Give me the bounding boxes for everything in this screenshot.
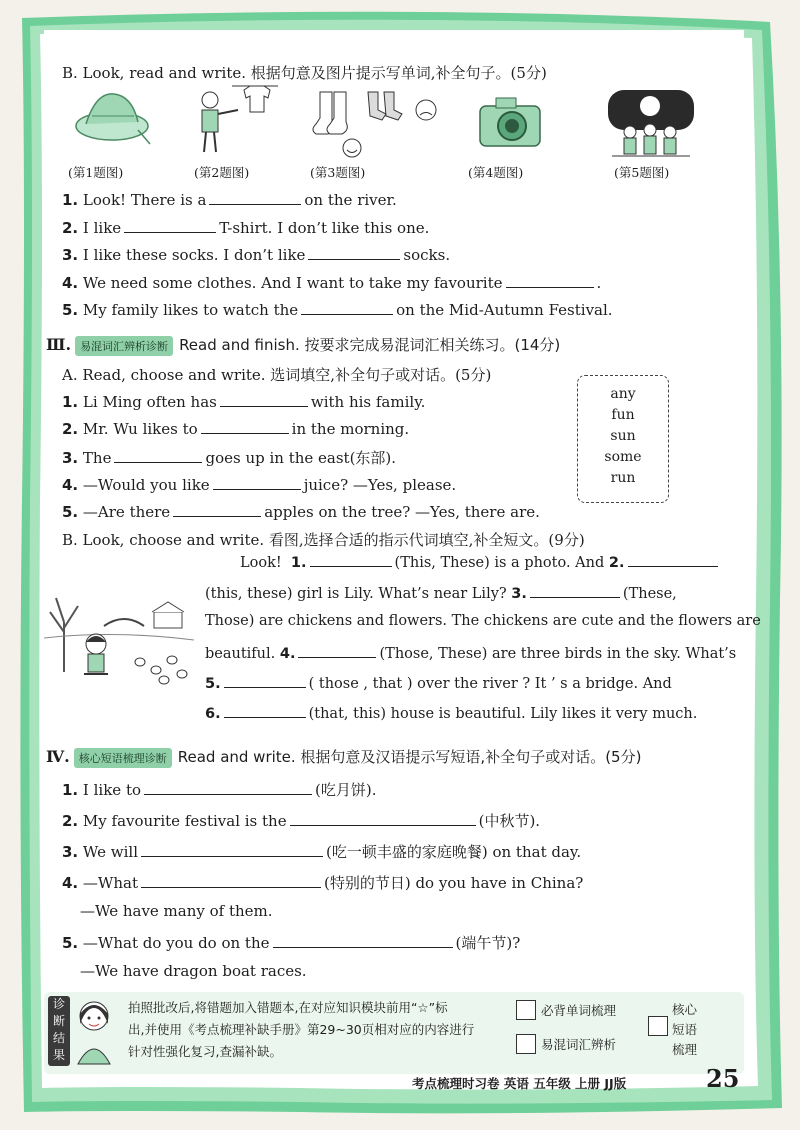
hat-icon — [72, 86, 152, 152]
diagnosis-label: 诊 断 结 果 — [48, 996, 70, 1066]
checkbox-confusable[interactable] — [516, 1034, 536, 1054]
passage-line-4: beautiful. 4. (Those, These) are three birds in the sky. What’s — [205, 643, 736, 662]
word-bank-item: sun — [610, 428, 636, 444]
passage-line-6: 6. (that, this) house is beautiful. Lily likes it very much. — [205, 703, 697, 722]
word-bank-item: fun — [611, 407, 635, 423]
section3-heading: Ⅲ. 易混词汇辨析诊断 Read and finish. 按要求完成易混词汇相关练习。(14分) — [46, 335, 561, 354]
partB-q3: 3. I like these socks. I don’t like socks. — [62, 246, 451, 264]
sec4-q4-answer: —We have many of them. — [80, 902, 273, 920]
partB-q2: 2. I like T-shirt. I don’t like this one. — [62, 219, 430, 237]
teacher-avatar-icon — [74, 994, 114, 1066]
camera-icon — [476, 94, 546, 154]
answer-blank[interactable] — [114, 448, 202, 463]
checkbox-vocab[interactable] — [516, 1000, 536, 1020]
sec4-q3: 3. We will (吃一顿丰盛的家庭晚餐) on that day. — [62, 843, 582, 861]
section4-tag: 核心短语梳理诊断 — [74, 748, 172, 768]
lily-scene-illustration — [44, 582, 194, 694]
checkbox-phrases-label-1: 核心 — [672, 1002, 698, 1017]
sec4-q4: 4. —What (特别的节日) do you have in China? — [62, 874, 584, 892]
answer-blank[interactable] — [224, 673, 306, 688]
passage-line-3: Those) are chickens and flowers. The chickens are cute and the flowers are — [205, 613, 761, 629]
answer-blank[interactable] — [308, 245, 400, 260]
caption-5: (第5题图) — [614, 165, 670, 180]
answer-blank[interactable] — [141, 842, 323, 857]
answer-blank[interactable] — [530, 583, 620, 598]
caption-2: (第2题图) — [194, 165, 250, 180]
answer-blank[interactable] — [298, 643, 376, 658]
answer-blank[interactable] — [124, 218, 216, 233]
sec3-a-q5: 5. —Are there apples on the tree? —Yes, there are. — [62, 503, 540, 521]
sec3-a-q1: 1. Li Ming often has with his family. — [62, 393, 426, 411]
answer-blank[interactable] — [273, 933, 453, 948]
answer-blank[interactable] — [506, 273, 594, 288]
partB-q5: 5. My family likes to watch the on the Mid-Autumn Festival. — [62, 301, 613, 319]
caption-1: (第1题图) — [68, 165, 124, 180]
checkbox-phrases[interactable] — [648, 1016, 668, 1036]
answer-blank[interactable] — [213, 475, 301, 490]
word-bank-item: any — [610, 386, 636, 402]
checkbox-confusable-label: 易混词汇辨析 — [541, 1037, 617, 1052]
sec3-a-q2: 2. Mr. Wu likes to in the morning. — [62, 420, 410, 438]
partB-q1: 1. Look! There is a on the river. — [62, 191, 397, 209]
socks-faces-icon — [306, 88, 456, 158]
checkbox-vocab-label: 必背单词梳理 — [541, 1003, 617, 1018]
sec3-a-q3: 3. The goes up in the east(东部). — [62, 449, 397, 467]
sec4-q5-answer: —We have dragon boat races. — [80, 962, 307, 980]
caption-4: (第4题图) — [468, 165, 524, 180]
sec4-q1: 1. I like to (吃月饼). — [62, 781, 377, 799]
sec3-a-q4: 4. —Would you like juice? —Yes, please. — [62, 476, 457, 494]
diagnosis-note-1: 拍照批改后,将错题加入错题本,在对应知识模块前用“☆”标 — [128, 1000, 448, 1015]
sec4-q5: 5. —What do you do on the (端午节)? — [62, 934, 521, 952]
checkbox-phrases-label-2: 短语 — [672, 1022, 698, 1037]
answer-blank[interactable] — [220, 392, 308, 407]
partB-q4: 4. We need some clothes. And I want to take my favourite . — [62, 274, 602, 292]
answer-blank[interactable] — [144, 780, 312, 795]
answer-blank[interactable] — [173, 502, 261, 517]
answer-blank[interactable] — [310, 552, 392, 567]
boy-tshirt-icon — [192, 82, 282, 158]
book-info: 考点梳理时习卷 英语 五年级 上册 JJ版 — [412, 1076, 627, 1091]
passage-line-1: Look! 1. (This, These) is a photo. And 2. — [240, 552, 721, 571]
partB-title: B. Look, read and write. 根据句意及图片提示写单词,补全句子。(5分) — [62, 64, 547, 82]
answer-blank[interactable] — [224, 703, 306, 718]
family-moon-icon — [606, 88, 696, 160]
section4-heading: Ⅳ. 核心短语梳理诊断 Read and write. 根据句意及汉语提示写短语,补全句子或对话。(5分) — [46, 747, 642, 766]
answer-blank[interactable] — [301, 300, 393, 315]
checkbox-phrases-label-3: 梳理 — [672, 1042, 698, 1057]
answer-blank[interactable] — [141, 873, 321, 888]
word-bank-box — [577, 375, 669, 503]
diagnosis-note-2: 出,并使用《考点梳理补缺手册》第29~30页相对应的内容进行 — [128, 1022, 475, 1037]
answer-blank[interactable] — [201, 419, 289, 434]
caption-3: (第3题图) — [310, 165, 366, 180]
passage-line-2: (this, these) girl is Lily. What’s near Lily? 3. (These, — [205, 583, 677, 602]
word-bank-item: some — [604, 449, 642, 465]
answer-blank[interactable] — [628, 552, 718, 567]
diagnosis-note-3: 针对性强化复习,查漏补缺。 — [128, 1044, 282, 1059]
answer-blank[interactable] — [209, 190, 301, 205]
word-bank-item: run — [610, 470, 636, 486]
answer-blank[interactable] — [290, 811, 476, 826]
page-number: 25 — [706, 1064, 740, 1093]
sec4-q2: 2. My favourite festival is the (中秋节). — [62, 812, 541, 830]
worksheet-page — [44, 30, 761, 1072]
section3-tag: 易混词汇辨析诊断 — [75, 336, 173, 356]
sec3-a-title: A. Read, choose and write. 选词填空,补全句子或对话。(5分) — [62, 366, 492, 384]
sec3-b-title: B. Look, choose and write. 看图,选择合适的指示代词填空,补全短文。(9分) — [62, 531, 585, 549]
passage-line-5: 5. ( those , that ) over the river ? It ’ s a bridge. And — [205, 673, 672, 692]
